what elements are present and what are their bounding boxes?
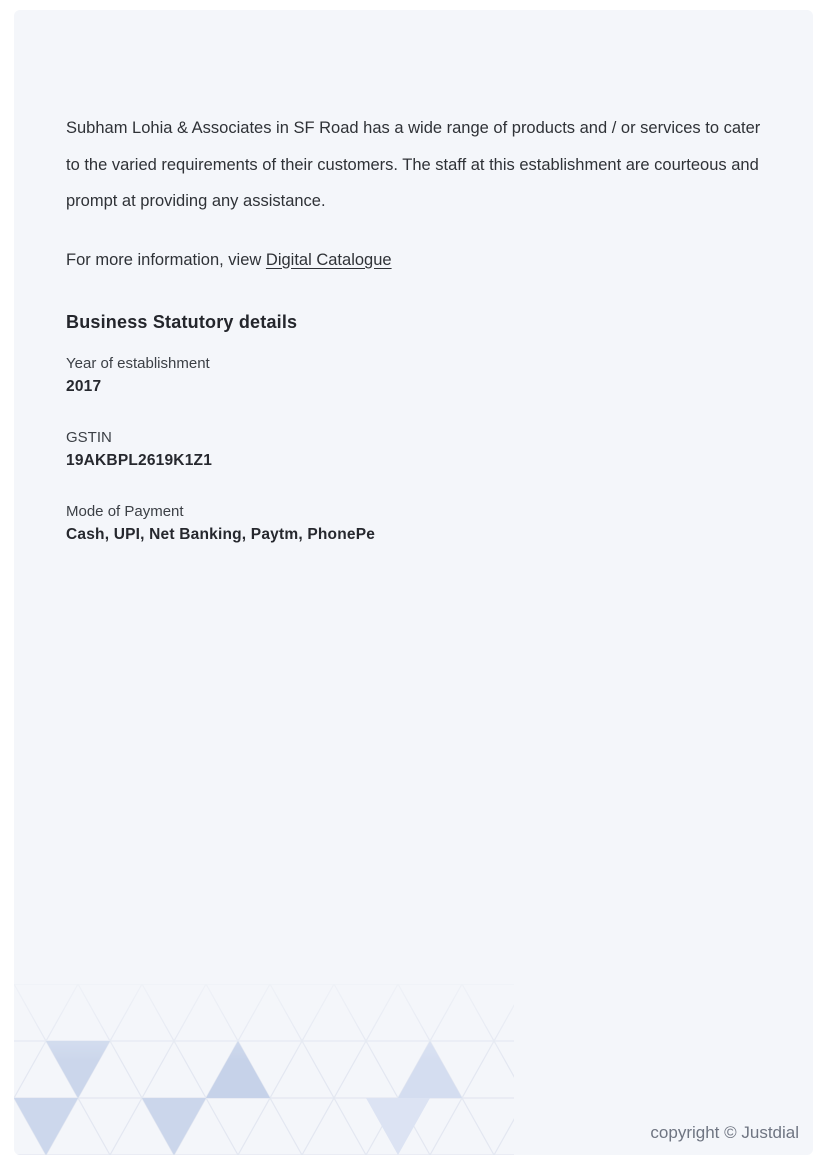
field-gstin (66, 427, 761, 473)
more-info-line (66, 248, 761, 272)
field-mode-of-payment (66, 501, 761, 547)
more-info-prefix: For more information, view (66, 250, 266, 269)
statutory-details-heading: Business Statutory details (66, 311, 298, 332)
copyright-text: copyright © Justdial (650, 1123, 799, 1142)
triangle-pattern-decoration (14, 984, 514, 1155)
field-label-mode-of-payment: Mode of Payment (66, 502, 184, 520)
digital-catalogue-link[interactable]: Digital Catalogue (265, 250, 392, 269)
field-year-of-establishment (66, 353, 761, 399)
field-value-mode-of-payment: Cash, UPI, Net Banking, Paytm, PhonePe (66, 525, 376, 543)
business-detail-panel (14, 10, 813, 1155)
field-label-year-of-establishment: Year of establishment (66, 354, 210, 372)
business-description: Subham Lohia & Associates in SF Road has a wide range of products and / or services to cater to the varied requirements of their customers. The staff at this establishment are courteous and prompt at providing any assistance. (66, 119, 761, 210)
business-detail-content (14, 10, 813, 547)
field-label-gstin: GSTIN (66, 428, 112, 446)
field-value-gstin: 19AKBPL2619K1Z1 (66, 451, 213, 469)
field-value-year-of-establishment: 2017 (66, 377, 102, 395)
statutory-fields (66, 353, 761, 547)
